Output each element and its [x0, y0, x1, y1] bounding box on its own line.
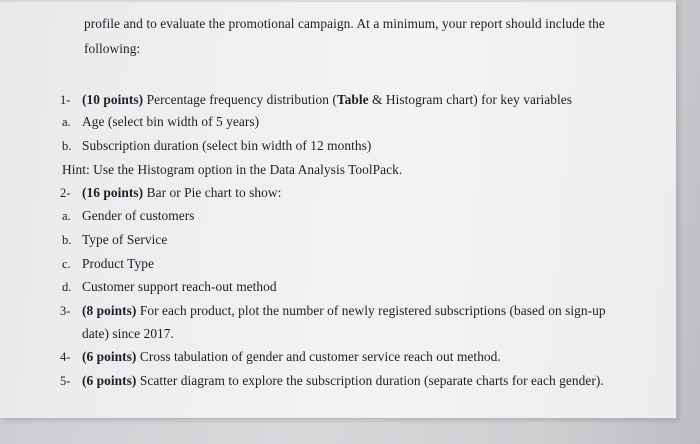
page-edge [0, 0, 676, 2]
item-4-text-body: Cross tabulation of gender and customer service reach out method. [139, 349, 501, 364]
item-5-marker: 5- [60, 374, 71, 388]
item-1b-text: Subscription duration (select bin width of 12 months) [82, 138, 372, 153]
item-1a-text: Age (select bin width of 5 years) [82, 114, 260, 129]
item-2b-text: Type of Service [82, 232, 168, 247]
item-1-points: (10 points) [82, 92, 144, 107]
item-1a-marker: a. [62, 115, 71, 129]
item-2a-text: Gender of customers [82, 208, 195, 223]
item-2a-marker: a. [62, 209, 71, 223]
item-5-text [82, 373, 604, 389]
item-3-text [82, 303, 606, 319]
item-1-text [82, 92, 572, 108]
item-4-text [82, 349, 501, 365]
item-3-marker: 3- [60, 304, 71, 318]
item-1b-marker: b. [62, 139, 72, 153]
item-1-hint: Hint: Use the Histogram option in the Data Analysis ToolPack. [62, 162, 403, 177]
item-5-text-body: Scatter diagram to explore the subscription duration (separate charts for each gender). [139, 373, 604, 388]
item-2d-marker: d. [62, 280, 72, 294]
item-4-marker: 4- [60, 350, 71, 364]
item-2-text-body: Bar or Pie chart to show: [146, 185, 282, 200]
item-1-bold-mid: Table [336, 92, 369, 107]
item-2d-text: Customer support reach-out method [82, 279, 277, 294]
item-1-text-after: & Histogram chart) for key variables [368, 92, 573, 107]
item-4-points: (6 points) [82, 349, 137, 364]
item-2c-text: Product Type [82, 256, 154, 271]
item-2c-marker: c. [62, 257, 71, 271]
item-2-text [82, 185, 281, 201]
item-5-points: (6 points) [82, 373, 137, 388]
item-3-points: (8 points) [82, 303, 137, 318]
item-2-points: (16 points) [82, 185, 144, 200]
intro-line-1: profile and to evaluate the promotional campaign. At a minimum, your report should include the [84, 16, 605, 31]
item-2-marker: 2- [60, 186, 71, 200]
item-2b-marker: b. [62, 233, 72, 247]
item-3-text-body: For each product, plot the number of newly registered subscriptions (based on sign-up [139, 303, 606, 318]
intro-line-2: following: [84, 41, 141, 56]
item-1-marker: 1- [60, 93, 71, 107]
item-3-text-line-2: date) since 2017. [82, 326, 174, 341]
item-1-text-before: Percentage frequency distribution ( [146, 92, 337, 107]
